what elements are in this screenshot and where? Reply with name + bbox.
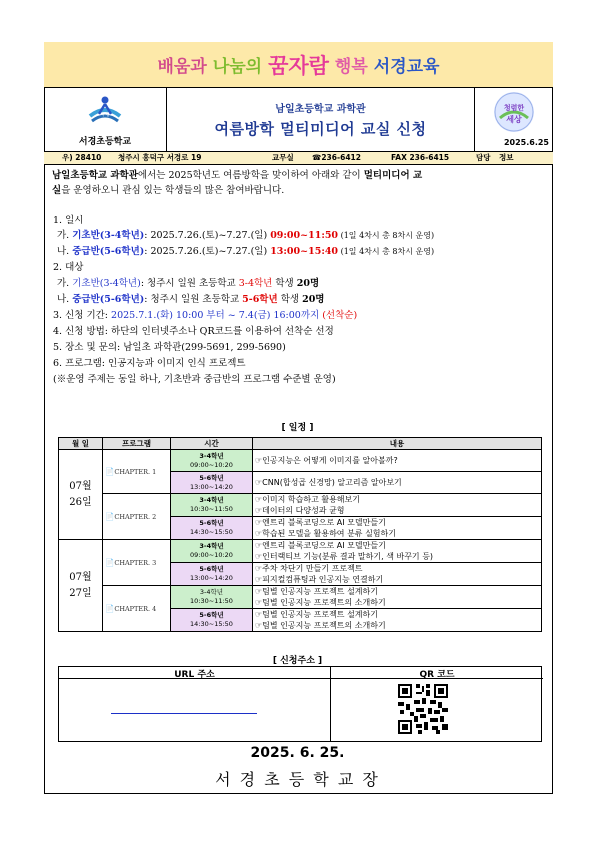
day-cell: 07월 26일 [59, 450, 103, 540]
class-basic-time: 09:00~11:50 [270, 230, 339, 241]
address: 청주시 흥덕구 서경로 19 [118, 153, 202, 162]
section-3: 3. 신청 기간: 2025.7.1.(화) 10:00 부터 ~ 7.4(금) 16:00까지 (선착순) [53, 310, 358, 321]
slot-content: ☞엔트리 블록코딩으로 AI 모델만들기 ☞학습된 모델을 활용하여 분류 실험하기 [253, 517, 542, 540]
chapter-cell: 📄CHAPTER. 1 [103, 450, 171, 494]
integrity-badge-icon [494, 92, 534, 132]
slot-time: 3-4학년 09:00~10:20 [171, 540, 253, 563]
intro-highlight-end: 실 [52, 185, 62, 196]
slot-time: 5-6학년 14:30~15:50 [171, 517, 253, 540]
owner-name: 정보 [499, 153, 514, 162]
slogan-word: 나눔의 [212, 57, 263, 77]
apply-heading: [ 신청주소 ] [272, 656, 323, 666]
col-header-program: 프로그램 [103, 438, 171, 450]
footer-date: 2025. 6. 25. [250, 745, 345, 761]
intro-line-2 [52, 182, 284, 196]
logo-lettering: 서 경 [100, 112, 110, 117]
col-header-time: 시간 [171, 438, 253, 450]
fax: FAX 236-6415 [391, 153, 450, 162]
slogan-banner [44, 42, 553, 88]
slot-content: ☞팀별 인공지능 프로젝트 설계하기 ☞팀별 인공지능 프로젝트의 소개하기 [253, 609, 542, 632]
document-icon: 📄 [105, 603, 115, 613]
section-5: 5. 장소 및 문의: 남일초 과학관(299-5691, 299-5690) [53, 342, 286, 353]
chapter-cell: 📄CHAPTER. 2 [103, 494, 171, 540]
intro-text-end: 을 운영하오니 관심 있는 학생들의 많은 참여바랍니다. [61, 185, 285, 196]
chapter-cell: 📄CHAPTER. 3 [103, 540, 171, 586]
zip-code: 우) 28410 [62, 153, 102, 162]
chapter-cell: 📄CHAPTER. 4 [103, 586, 171, 632]
school-name: 서경초등학교 [78, 137, 132, 147]
badge-cell [474, 88, 553, 151]
section-1b: 나. 중급반(5-6학년): 2025.7.26.(토)~7.27.(일) 13:00~15:40 (1일 4차시 총 8차시 운영) [57, 246, 435, 257]
slot-content: ☞인공지능은 어떻게 이미지를 알아볼까? [253, 450, 542, 472]
slogan-word: 행복 [334, 57, 368, 77]
col-header-content: 내용 [253, 438, 542, 450]
slot-content: ☞이미지 학습하고 활용해보기 ☞데이터의 다양성과 균형 [253, 494, 542, 517]
qr-code-icon[interactable] [398, 684, 448, 734]
schedule-table [58, 437, 542, 632]
footer-signature: 서 경 초 등 학 교 장 [215, 770, 380, 789]
phone: ☎236-6412 [312, 153, 361, 162]
slot-content: ☞엔트리 블록코딩으로 AI 모델만들기 ☞인터랙티브 기능(분류 결과 말하기, 색 바꾸기 등) [253, 540, 542, 563]
section-6: 6. 프로그램: 인공지능과 이미지 인식 프로젝트 [53, 358, 246, 369]
slogan-word: 꿈자람 [268, 53, 329, 78]
document-header [44, 88, 553, 152]
slot-time: 3-4학년 09:00~10:20 [171, 450, 253, 472]
intro-line-1 [52, 167, 422, 181]
office-label: 교무실 [272, 153, 294, 162]
document-icon: 📄 [105, 511, 115, 521]
school-logo-icon [88, 94, 122, 128]
day-cell: 07월 27일 [59, 540, 103, 632]
header-date: 2025.6.25 [503, 138, 549, 147]
apply-box [58, 666, 542, 742]
document-icon: 📄 [105, 466, 115, 476]
slot-content: ☞CNN(합성곱 신경망) 알고리즘 알아보기 [253, 472, 542, 494]
qr-label: QR 코드 [419, 670, 455, 680]
contact-bar [44, 152, 553, 165]
slogan-word: 배움과 [157, 57, 207, 77]
url-link[interactable] [111, 713, 257, 714]
svg-text:청렴한: 청렴한 [503, 104, 525, 112]
section-2-title: 2. 대상 [53, 262, 84, 273]
slot-content: ☞팀별 인공지능 프로젝트 설계하기 ☞팀별 인공지능 프로젝트의 소개하기 [253, 586, 542, 609]
section-4: 4. 신청 방법: 하단의 인터넷주소나 QR코드를 이용하여 선착순 선정 [53, 326, 334, 337]
section-2b: 나. 중급반(5-6학년): 청주시 일원 초등학교 5-6학년 학생 20명 [57, 294, 325, 305]
svg-text:세상: 세상 [506, 115, 522, 124]
slot-time: 5-6학년 14:30~15:50 [171, 609, 253, 632]
apply-period: 2025.7.1.(화) 10:00 부터 ~ 7.4(금) 16:00까지 [111, 310, 320, 321]
class-mid-label: 중급반(5-6학년) [72, 246, 145, 257]
col-header-date: 월 일 [59, 438, 103, 450]
section-1a: 가. 기초반(3-4학년): 2025.7.26.(토)~7.27.(일) 09:00~11:50 (1일 4차시 총 8차시 운영) [57, 230, 435, 241]
slot-time: 5-6학년 13:00~14:20 [171, 472, 253, 494]
document-icon: 📄 [105, 557, 115, 567]
page-title: 여름방학 멀티미디어 교실 신청 [214, 120, 427, 138]
intro-highlight: 멀티미디어 교 [363, 170, 423, 181]
class-mid-time: 13:00~15:40 [270, 246, 339, 257]
slot-time: 5-6학년 13:00~14:20 [171, 563, 253, 586]
section-6-note: (※운영 주제는 동일 하나, 기초반과 중급반의 프로그램 수준별 운영) [53, 374, 336, 385]
subtitle: 남일초등학교 과학관 [275, 104, 366, 115]
class-basic-label: 기초반(3-4학년) [72, 230, 145, 241]
owner-label: 담당 [476, 153, 491, 162]
slot-content: ☞주차 차단기 만들기 프로젝트 ☞피지컬컴퓨팅과 인공지능 연결하기 [253, 563, 542, 586]
section-1-title: 1. 일시 [53, 215, 84, 226]
slot-time: 3-4학년 10:30~11:50 [171, 494, 253, 517]
intro-text: 에서는 2025학년도 여름방학을 맞이하여 아래와 같이 [137, 170, 364, 181]
slogan-word: 서경교육 [373, 57, 440, 77]
schedule-heading: [ 일정 ] [281, 423, 314, 433]
slot-time: 3-4학년 10:30~11:50 [171, 586, 253, 609]
section-2a: 가. 기초반(3-4학년): 청주시 일원 초등학교 3-4학년 학생 20명 [57, 278, 320, 289]
url-label: URL 주소 [174, 670, 215, 680]
school-logo-cell [44, 88, 167, 151]
intro-org: 남일초등학교 과학관 [52, 170, 138, 181]
